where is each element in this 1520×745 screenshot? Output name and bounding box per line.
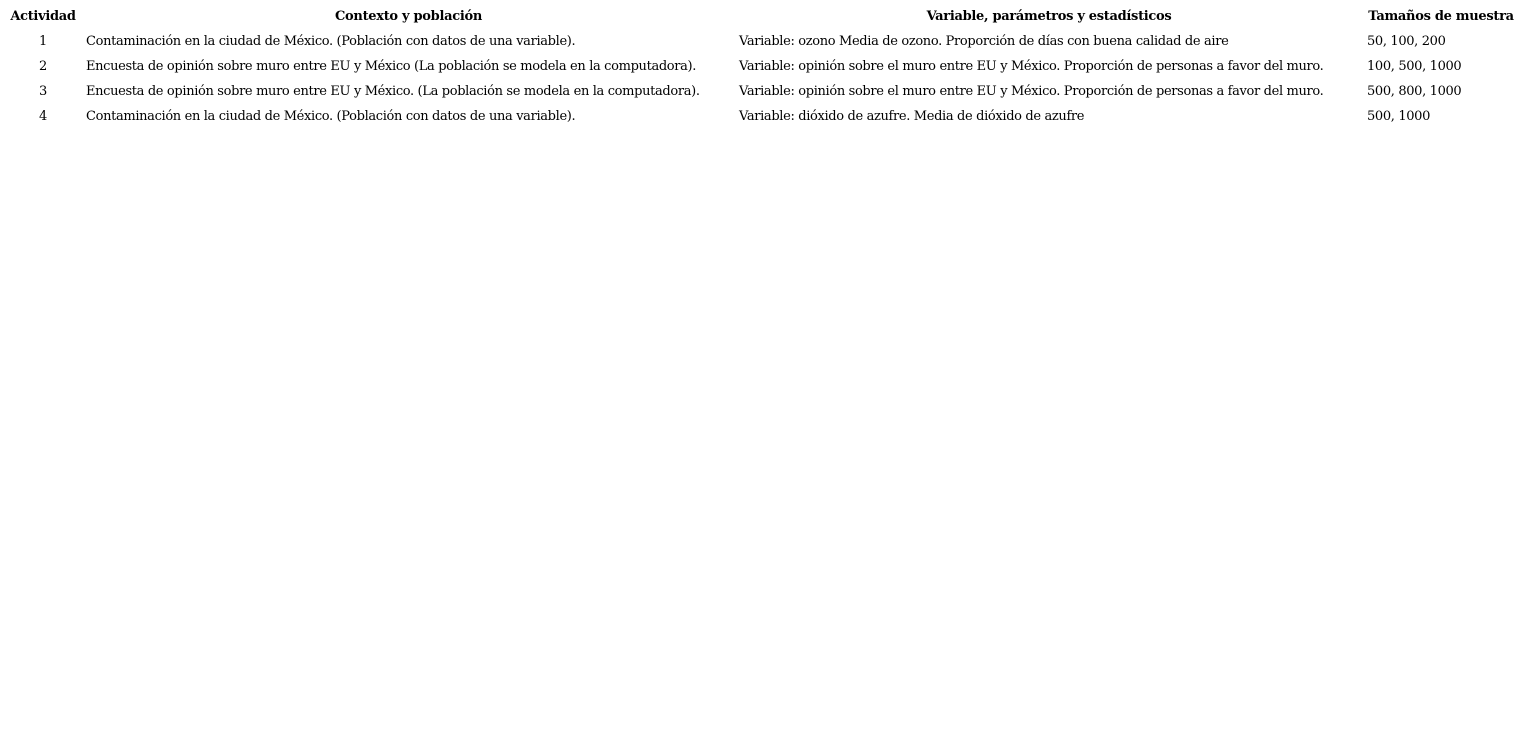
cell-tamanos: 500, 1000 <box>1367 109 1431 124</box>
cell-tamanos: 500, 800, 1000 <box>1367 84 1462 99</box>
activities-table <box>4 4 1519 129</box>
cell-contexto: Contaminación en la ciudad de México. (Población con datos de una variable). <box>86 34 576 49</box>
header-tamanos: Tamaños de muestra <box>1368 8 1514 24</box>
cell-contexto: Encuesta de opinión sobre muro entre EU y México. (La población se modela en la computadora). <box>86 84 700 99</box>
cell-contexto: Contaminación en la ciudad de México. (Población con datos de una variable). <box>86 109 576 124</box>
table-row <box>4 79 1519 104</box>
header-contexto: Contexto y población <box>335 8 482 24</box>
table-header <box>4 4 1519 29</box>
header-actividad: Actividad <box>10 8 76 24</box>
table-row <box>4 29 1519 54</box>
table-row <box>4 104 1519 129</box>
table-row <box>4 54 1519 79</box>
cell-variable: Variable: opinión sobre el muro entre EU y México. Proporción de personas a favor del muro. <box>739 59 1324 74</box>
cell-variable: Variable: dióxido de azufre. Media de dióxido de azufre <box>739 109 1085 124</box>
table-body <box>4 29 1519 129</box>
header-variable: Variable, parámetros y estadísticos <box>926 8 1172 24</box>
cell-variable: Variable: opinión sobre el muro entre EU y México. Proporción de personas a favor del muro. <box>739 84 1324 99</box>
header-row <box>4 4 1519 29</box>
cell-variable: Variable: ozono Media de ozono. Proporción de días con buena calidad de aire <box>739 34 1229 49</box>
cell-contexto: Encuesta de opinión sobre muro entre EU y México (La población se modela en la computadora). <box>86 59 697 74</box>
cell-actividad: 3 <box>39 84 47 99</box>
cell-tamanos: 100, 500, 1000 <box>1367 59 1462 74</box>
cell-tamanos: 50, 100, 200 <box>1367 34 1446 49</box>
cell-actividad: 4 <box>39 109 47 124</box>
cell-actividad: 1 <box>39 34 47 49</box>
cell-actividad: 2 <box>39 59 47 74</box>
